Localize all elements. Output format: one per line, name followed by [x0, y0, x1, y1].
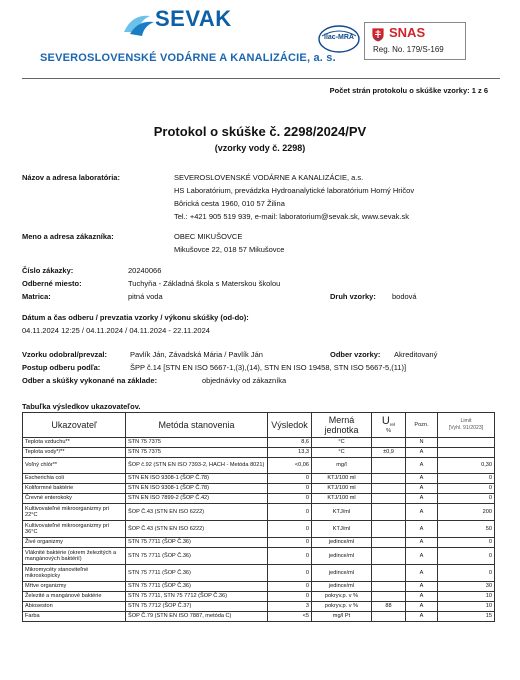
- sampling-type-value: Akreditovaný: [394, 350, 438, 359]
- cell-note: N: [406, 438, 438, 448]
- cell-unit: jedince/ml: [312, 548, 372, 565]
- table-row: [23, 612, 495, 622]
- cell-unit: pokryv.p. v %: [312, 592, 372, 602]
- cell-method: STN EN ISO 9308-1 (ŠOP Č.78): [126, 474, 268, 484]
- cell-uncertainty: [372, 474, 406, 484]
- table-row: [23, 494, 495, 504]
- page-header: [0, 0, 520, 78]
- cell-limit: 0: [438, 474, 495, 484]
- cell-uncertainty: [372, 504, 406, 521]
- cell-indicator: Escherichia coli: [23, 474, 126, 484]
- cell-limit: 0: [438, 565, 495, 582]
- cell-unit: mg/l Pt: [312, 612, 372, 622]
- basis-label: Odber a skúšky vykonané na základe:: [22, 376, 158, 385]
- cell-indicator: Črevné enterokoky: [23, 494, 126, 504]
- cell-result: 13,3: [268, 448, 312, 458]
- cell-unit: KTJ/ml: [312, 504, 372, 521]
- cell-result: 0: [268, 484, 312, 494]
- cell-limit: 15: [438, 612, 495, 622]
- matrix-label: Matrica:: [22, 292, 51, 301]
- procedure-value: ŠPP č.14 [STN EN ISO 5667-1,(3),(14), STN EN ISO 19458, STN ISO 5667-5,(11)]: [130, 363, 407, 372]
- cell-indicator: Voľný chlór**: [23, 458, 126, 474]
- col-indicator: Ukazovateľ: [23, 413, 126, 438]
- customer-label: Meno a adresa zákazníka:: [22, 232, 114, 241]
- cell-method: STN 75 7711 (ŠOP Č.36): [126, 582, 268, 592]
- cell-result: 0: [268, 538, 312, 548]
- cell-limit: 0: [438, 494, 495, 504]
- procedure-label: Postup odberu podľa:: [22, 363, 101, 372]
- cell-indicator: Mikromycéty stanoviteľné mikroskopicky: [23, 565, 126, 582]
- cell-limit: 30: [438, 582, 495, 592]
- cell-uncertainty: [372, 438, 406, 448]
- cell-uncertainty: ±0,9: [372, 448, 406, 458]
- cell-uncertainty: [372, 582, 406, 592]
- cell-limit: 10: [438, 592, 495, 602]
- cell-limit: [438, 448, 495, 458]
- cell-unit: jedince/ml: [312, 582, 372, 592]
- cell-method: STN 75 7712 (ŠOP Č.37): [126, 602, 268, 612]
- cell-method: STN 75 7711 (ŠOP Č.36): [126, 565, 268, 582]
- table-header-row: [23, 413, 495, 438]
- cell-indicator: Vláknité baktérie (okrem železitých a mangánových baktérií): [23, 548, 126, 565]
- cell-limit: 10: [438, 602, 495, 612]
- snas-label: SNAS: [389, 25, 426, 40]
- cell-indicator: Abioseston: [23, 602, 126, 612]
- cell-unit: jedince/ml: [312, 538, 372, 548]
- protocol-title: Protokol o skúške č. 2298/2024/PV: [153, 124, 367, 139]
- cell-indicator: Teplota vzduchu**: [23, 438, 126, 448]
- cell-uncertainty: [372, 521, 406, 538]
- sample-type-label: Druh vzorky:: [330, 292, 376, 301]
- cell-note: A: [406, 538, 438, 548]
- cell-note: A: [406, 548, 438, 565]
- cell-note: A: [406, 612, 438, 622]
- cell-uncertainty: [372, 484, 406, 494]
- table-row: [23, 458, 495, 474]
- cell-result: 0: [268, 474, 312, 484]
- table-row: [23, 474, 495, 484]
- cell-uncertainty: [372, 538, 406, 548]
- cell-method: STN 75 7375: [126, 448, 268, 458]
- cell-limit: 0: [438, 538, 495, 548]
- cell-result: 0: [268, 565, 312, 582]
- table-row: [23, 438, 495, 448]
- cell-method: ŠOP Č.43 (STN EN ISO 6222): [126, 521, 268, 538]
- cell-result: 0: [268, 504, 312, 521]
- cell-unit: KTJ/100 ml: [312, 494, 372, 504]
- table-row: [23, 602, 495, 612]
- snas-registration: Reg. No. 179/S-169: [373, 45, 444, 54]
- table-row: [23, 548, 495, 565]
- dates-label: Dátum a čas odberu / prevzatia vzorky / výkonu skúšky (od-do):: [22, 313, 249, 322]
- matrix-value: pitná voda: [128, 292, 163, 301]
- cell-unit: KTJ/ml: [312, 521, 372, 538]
- cell-uncertainty: 88: [372, 602, 406, 612]
- lab-label: Názov a adresa laboratória:: [22, 173, 120, 182]
- cell-uncertainty: [372, 458, 406, 474]
- cell-result: 0: [268, 592, 312, 602]
- cell-uncertainty: [372, 592, 406, 602]
- cell-note: A: [406, 504, 438, 521]
- cell-result: 3: [268, 602, 312, 612]
- page-count: Počet strán protokolu o skúške vzorky: 1 z 6: [329, 86, 488, 95]
- col-unit: Merná jednotka: [312, 413, 372, 438]
- cell-indicator: Živé organizmy: [23, 538, 126, 548]
- sevak-logo-icon: [120, 10, 158, 38]
- cell-result: 0: [268, 548, 312, 565]
- table-row: [23, 582, 495, 592]
- cell-result: 0: [268, 521, 312, 538]
- cell-unit: KTJ/100 ml: [312, 484, 372, 494]
- cell-indicator: Kultivovateľné mikroorganizmy pri 36°C: [23, 521, 126, 538]
- cell-indicator: Teplota vody*/**: [23, 448, 126, 458]
- cell-note: A: [406, 484, 438, 494]
- cell-limit: [438, 438, 495, 448]
- cell-limit: 0: [438, 484, 495, 494]
- cell-unit: KTJ/100 ml: [312, 474, 372, 484]
- cell-note: A: [406, 474, 438, 484]
- cell-indicator: Železité a mangánové baktérie: [23, 592, 126, 602]
- sample-type-value: bodová: [392, 292, 417, 301]
- cell-unit: °C: [312, 448, 372, 458]
- cell-result: <0,06: [268, 458, 312, 474]
- cell-note: A: [406, 458, 438, 474]
- order-number-label: Číslo zákazky:: [22, 266, 74, 275]
- customer-line: OBEC MIKUŠOVCE: [174, 232, 243, 241]
- order-number-value: 20240066: [128, 266, 162, 275]
- cell-indicator: Kultivovateľné mikroorganizmy pri 22°C: [23, 504, 126, 521]
- slovak-shield-icon: [371, 27, 385, 43]
- cell-note: A: [406, 521, 438, 538]
- cell-method: STN 75 7711, STN 75 7712 (ŠOP Č.36): [126, 592, 268, 602]
- cell-method: ŠOP Č.43 (STN EN ISO 6222): [126, 504, 268, 521]
- cell-limit: 0,30: [438, 458, 495, 474]
- dates-value: 04.11.2024 12:25 / 04.11.2024 / 04.11.2024 - 22.11.2024: [22, 326, 210, 335]
- cell-limit: 200: [438, 504, 495, 521]
- cell-note: A: [406, 602, 438, 612]
- cell-note: A: [406, 592, 438, 602]
- cell-method: STN 75 7711 (ŠOP Č.36): [126, 548, 268, 565]
- cell-result: 0: [268, 582, 312, 592]
- col-limit: Limit [Vyhl. 91/2023]: [438, 413, 495, 438]
- cell-result: 8,6: [268, 438, 312, 448]
- results-table-caption: Tabuľka výsledkov ukazovateľov.: [22, 402, 141, 411]
- cell-note: A: [406, 582, 438, 592]
- cell-indicator: Koliformné baktérie: [23, 484, 126, 494]
- cell-unit: mg/l: [312, 458, 372, 474]
- cell-uncertainty: [372, 612, 406, 622]
- cell-indicator: Farba: [23, 612, 126, 622]
- brand-name: SEVAK: [155, 6, 232, 31]
- cell-uncertainty: [372, 565, 406, 582]
- snas-logo-box: [364, 22, 466, 60]
- cell-method: STN EN ISO 9308-1 (ŠOP Č.78): [126, 484, 268, 494]
- cell-uncertainty: [372, 548, 406, 565]
- cell-note: A: [406, 448, 438, 458]
- cell-method: STN 75 7711 (ŠOP Č.36): [126, 538, 268, 548]
- lab-line: Tel.: +421 905 519 939, e-mail: laboratorium@sevak.sk, www.sevak.sk: [174, 212, 410, 221]
- header-divider: [22, 78, 500, 79]
- table-row: [23, 448, 495, 458]
- cell-unit: °C: [312, 438, 372, 448]
- table-row: [23, 484, 495, 494]
- sampling-site-value: Tuchyňa - Základná škola s Materskou školou: [128, 279, 281, 288]
- cell-result: <5: [268, 612, 312, 622]
- company-name: SEVEROSLOVENSKÉ VODÁRNE A KANALIZÁCIE, a. s.: [40, 52, 336, 64]
- cell-limit: 50: [438, 521, 495, 538]
- sampling-site-label: Odberné miesto:: [22, 279, 82, 288]
- sampling-type-label: Odber vzorky:: [330, 350, 381, 359]
- lab-line: Bôrická cesta 1960, 010 57 Žilina: [174, 199, 285, 208]
- table-row: [23, 504, 495, 521]
- sampler-label: Vzorku odobral/prevzal:: [22, 350, 108, 359]
- col-note: Pozn.: [406, 413, 438, 438]
- cell-indicator: Mŕtve organizmy: [23, 582, 126, 592]
- col-method: Metóda stanovenia: [126, 413, 268, 438]
- col-result: Výsledok: [268, 413, 312, 438]
- table-row: [23, 538, 495, 548]
- cell-result: 0: [268, 494, 312, 504]
- cell-limit: 0: [438, 548, 495, 565]
- results-table-body: [23, 438, 495, 622]
- customer-line: Mikušovce 22, 018 57 Mikušovce: [174, 245, 285, 254]
- lab-line: HS Laboratórium, prevádzka Hydroanalytické laboratórium Horný Hričov: [174, 186, 415, 195]
- table-row: [23, 592, 495, 602]
- cell-method: STN EN ISO 7899-2 (ŠOP Č.42): [126, 494, 268, 504]
- col-uncertainty: $U_{rel}$ %: [372, 413, 406, 438]
- protocol-subtitle: (vzorky vody č. 2298): [214, 143, 306, 153]
- cell-unit: jedince/ml: [312, 565, 372, 582]
- cell-method: ŠOP č.92 (STN EN ISO 7393-2, HACH - Metóda 8021): [126, 458, 268, 474]
- table-row: [23, 521, 495, 538]
- results-table: [22, 412, 495, 622]
- cell-method: STN 75 7375: [126, 438, 268, 448]
- cell-uncertainty: [372, 494, 406, 504]
- cell-note: A: [406, 565, 438, 582]
- basis-value: objednávky od zákazníka: [202, 376, 287, 385]
- cell-method: ŠOP Č.79 (STN EN ISO 7887, metóda C): [126, 612, 268, 622]
- ilac-mra-label: ilac-MRA: [324, 34, 354, 41]
- lab-line: SEVEROSLOVENSKÉ VODÁRNE A KANALIZÁCIE, a.s.: [174, 173, 364, 182]
- table-row: [23, 565, 495, 582]
- cell-note: A: [406, 494, 438, 504]
- cell-unit: pokryv.p. v %: [312, 602, 372, 612]
- sampler-value: Pavlík Ján, Závadská Mária / Pavlík Ján: [130, 350, 263, 359]
